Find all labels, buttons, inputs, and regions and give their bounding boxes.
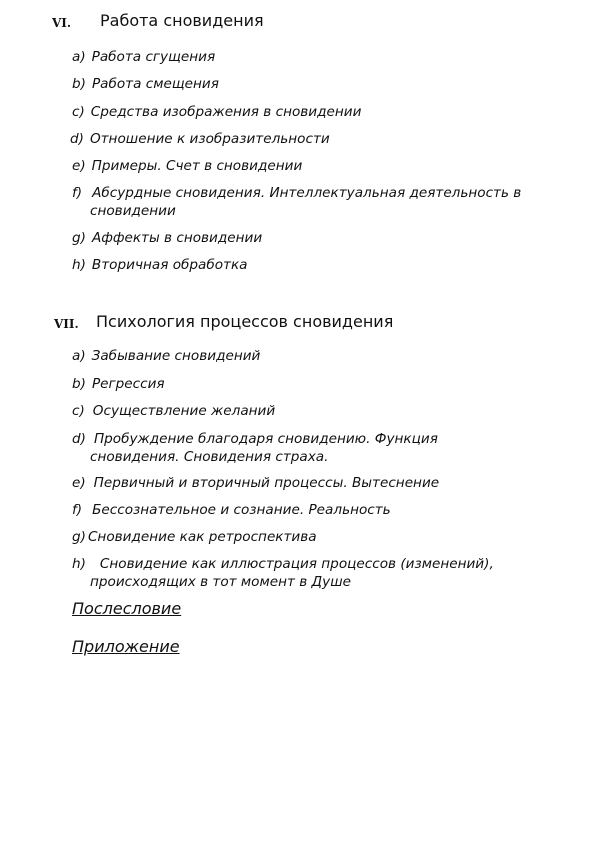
- item-text: Аффекты в сновидении: [91, 230, 263, 246]
- toc-item-vii-c[interactable]: [72, 402, 552, 420]
- item-letter: g): [72, 529, 86, 545]
- item-text: Первичный и вторичный процессы. Вытеснение: [93, 475, 440, 491]
- toc-item-vi-b[interactable]: [72, 75, 552, 93]
- item-letter: a): [72, 49, 86, 65]
- toc-item-vi-g[interactable]: [72, 229, 552, 247]
- toc-item-vii-b[interactable]: [72, 375, 552, 393]
- item-text: Сновидение как иллюстрация процессов (изменений),: [99, 556, 494, 572]
- item-text: Сновидение как ретроспектива: [87, 529, 317, 545]
- appendix-link[interactable]: Приложение: [72, 637, 180, 656]
- item-text: Средства изображения в сновидении: [90, 104, 362, 120]
- toc-item-vi-e[interactable]: [72, 157, 552, 175]
- item-letter: f): [72, 502, 83, 518]
- section-vii-title: Психология процессов сновидения: [96, 312, 394, 331]
- item-text: Отношение к изобразительности: [89, 131, 330, 147]
- toc-item-vii-h[interactable]: [72, 555, 552, 591]
- item-letter: e): [72, 475, 86, 491]
- toc-item-vii-d[interactable]: [72, 430, 552, 466]
- toc-item-vi-a[interactable]: [72, 48, 552, 66]
- item-letter: d): [72, 431, 86, 447]
- item-text: Осуществление желаний: [92, 403, 276, 419]
- item-letter: a): [72, 348, 86, 364]
- toc-item-vi-f[interactable]: [72, 184, 552, 220]
- item-text: Работа сгущения: [91, 49, 216, 65]
- item-letter: f): [72, 185, 83, 201]
- section-vi-number: VI.: [52, 16, 72, 30]
- item-text: Пробуждение благодаря сновидению. Функция: [93, 431, 438, 447]
- section-vi-title: Работа сновидения: [100, 11, 264, 30]
- section-vi-heading: [0, 11, 600, 37]
- item-letter: b): [72, 76, 86, 92]
- afterword-link[interactable]: Послесловие: [72, 599, 182, 618]
- item-text: Абсурдные сновидения. Интеллектуальная деятельность в: [92, 185, 522, 201]
- item-text: Бессознательное и сознание. Реальность: [92, 502, 391, 518]
- item-text: Регрессия: [91, 376, 165, 392]
- item-text-continued: сновидении: [90, 203, 176, 219]
- item-text-continued: сновидения. Сновидения страха.: [90, 449, 329, 465]
- toc-item-vii-f[interactable]: [72, 501, 552, 519]
- item-letter: c): [72, 403, 85, 419]
- toc-item-vi-c[interactable]: [72, 103, 552, 121]
- toc-item-vii-g[interactable]: [72, 528, 552, 546]
- item-letter: g): [72, 230, 86, 246]
- item-letter: h): [72, 257, 86, 273]
- section-vii-heading: [0, 312, 600, 338]
- item-text: Вторичная обработка: [91, 257, 248, 273]
- item-letter: h): [72, 556, 86, 572]
- item-letter: c): [72, 104, 85, 120]
- item-letter: b): [72, 376, 86, 392]
- item-text: Примеры. Счет в сновидении: [91, 158, 303, 174]
- item-text: Работа смещения: [91, 76, 219, 92]
- toc-item-vi-h[interactable]: [72, 256, 552, 274]
- toc-item-vii-a[interactable]: [72, 347, 552, 365]
- toc-item-vi-d[interactable]: [70, 130, 550, 148]
- toc-item-vii-e[interactable]: [72, 474, 552, 492]
- section-vii-number: VII.: [54, 317, 79, 331]
- item-text-continued: происходящих в тот момент в Душе: [90, 574, 352, 590]
- item-text: Забывание сновидений: [91, 348, 261, 364]
- item-letter: e): [72, 158, 86, 174]
- item-letter: d): [70, 131, 84, 147]
